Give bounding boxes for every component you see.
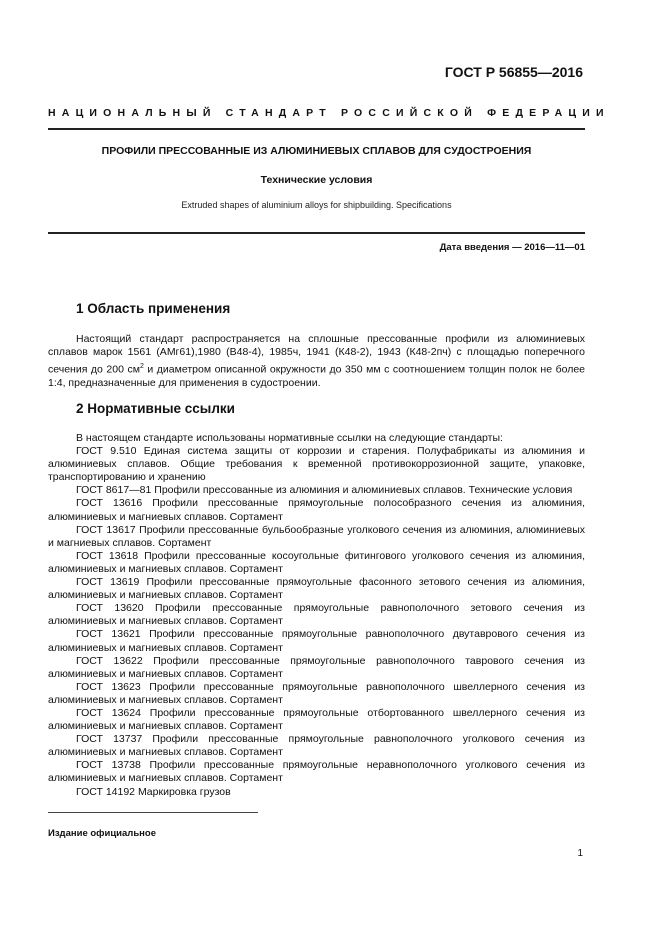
section-1-text-a: Настоящий стандарт распространяется на сплошные прессованные профили из алюминиевых сплавов марок 1561 (АМг61),1980 (В48-4), 1985ч, 1941 (К48-2), 1943 (К48-2пч) с площадью поперечного сечения до 200 см (48, 333, 585, 376)
reference-item: ГОСТ 13738 Профили прессованные прямоугольные неравнополочного уголкового сечения из алюминиевых и магниевых сплавов. Сортамент (48, 759, 585, 785)
reference-item: ГОСТ 13619 Профили прессованные прямоугольные фасонного зетового сечения из алюминия, алюминиевых и магниевых сплавов. Сортамент (48, 576, 585, 602)
section-1-text-b: и диаметром описанной окружности до 350 мм с соотношением толщин полок не более 1:4, предназначенные для применения в судостроении. (48, 363, 586, 389)
reference-item: ГОСТ 13737 Профили прессованные прямоугольные равнополочного уголкового сечения из алюминиевых и магниевых сплавов. Сортамент (48, 733, 585, 759)
document-title: ПРОФИЛИ ПРЕССОВАННЫЕ ИЗ АЛЮМИНИЕВЫХ СПЛАВОВ ДЛЯ СУДОСТРОЕНИЯ (101, 145, 532, 157)
section-1-heading: 1 Область применения (76, 301, 231, 316)
official-edition-label: Издание официальное (48, 828, 156, 839)
title-divider (48, 232, 585, 234)
reference-item: ГОСТ 8617—81 Профили прессованные из алюминия и алюминиевых сплавов. Технические условия (76, 484, 573, 497)
english-title: Extruded shapes of aluminium alloys for shipbuilding. Specifications (181, 200, 452, 210)
section-1-superscript: 2 (139, 362, 144, 370)
reference-item: ГОСТ 14192 Маркировка грузов (76, 785, 231, 798)
reference-item: ГОСТ 13622 Профили прессованные прямоугольные равнополочного таврового сечения из алюминиевых и магниевых сплавов. Сортамент (48, 654, 585, 680)
reference-item: ГОСТ 13618 Профили прессованные косоугольные фитингового уголкового сечения из алюминия, алюминиевых и магниевых сплавов. Сортамент (48, 549, 585, 575)
top-divider (48, 128, 585, 130)
references-intro: В настоящем стандарте использованы нормативные ссылки на следующие стандарты: (76, 432, 503, 444)
reference-item: ГОСТ 13621 Профили прессованные прямоугольные равнополочного двутаврового сечения из алюминиевых и магниевых сплавов. Сортамент (48, 628, 585, 654)
document-subtitle: Технические условия (260, 174, 373, 186)
reference-item: ГОСТ 13624 Профили прессованные прямоугольные отбортованного швеллерного сечения из алюминиевых и магниевых сплавов. Сортамент (48, 706, 585, 733)
reference-item: ГОСТ 13617 Профили прессованные бульбообразные уголкового сечения из алюминия, алюминиевых и магниевых сплавов. Сортамент (48, 523, 585, 549)
national-standard-banner: НАЦИОНАЛЬНЫЙ СТАНДАРТ РОССИЙСКОЙ ФЕДЕРАЦИИ (48, 107, 610, 119)
reference-item: ГОСТ 13616 Профили прессованные прямоугольные полособразного сечения из алюминия, алюминиевых и магниевых сплавов. Сортамент (48, 497, 585, 523)
reference-item: ГОСТ 13623 Профили прессованные прямоугольные равнополочного швеллерного сечения из алюминиевых и магниевых сплавов. Сортамент (48, 680, 585, 706)
page-number: 1 (577, 848, 583, 859)
section-1-paragraph (48, 333, 585, 390)
introduction-date: Дата введения — 2016—11—01 (439, 242, 585, 253)
footer-divider (48, 812, 258, 813)
reference-item: ГОСТ 9.510 Единая система защиты от коррозии и старения. Полуфабрикаты из алюминия и алюминиевых сплавов. Общие требования к временной противокоррозионной защите, упаковке, транспортированию и хранению (48, 445, 585, 484)
normative-references-list (48, 432, 585, 799)
standard-number: ГОСТ Р 56855—2016 (444, 64, 583, 80)
section-2-heading: 2 Нормативные ссылки (76, 401, 235, 416)
reference-item: ГОСТ 13620 Профили прессованные прямоугольные равнополочного зетового сечения из алюминиевых и магниевых сплавов. Сортамент (48, 602, 585, 628)
